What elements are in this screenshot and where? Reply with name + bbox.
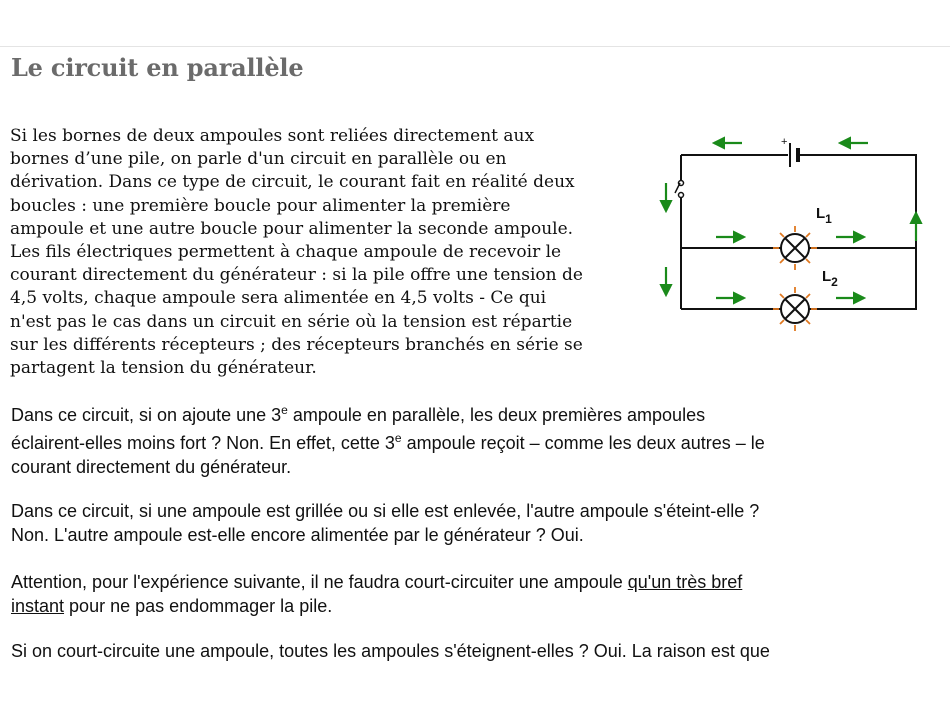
page-title: Le circuit en parallèle [11,53,304,82]
paragraph-line: Dans ce circuit, si on ajoute une 3e ampoule en parallèle, les deux premières ampoules [11,403,706,425]
paragraph-third-lamp [11,403,941,479]
intro-line: 4,5 volts, chaque ampoule sera alimentée en 4,5 volts - Ce qui [10,288,547,309]
document-page [0,46,950,667]
parallel-circuit-diagram [650,131,940,341]
paragraph-line: éclairent-elles moins fort ? Non. En effet, cette 3e ampoule reçoit – comme les deux autres – le [11,431,765,453]
intro-line: Si les bornes de deux ampoules sont reliées directement aux [10,126,535,146]
paragraph-line: Non. L'autre ampoule est-elle encore alimentée par le générateur ? Oui. [11,525,584,545]
intro-line: partagent la tension du générateur. [10,358,317,379]
lamp-1-label: $L_1$ [816,205,832,226]
intro-line: sur les différents récepteurs ; des récepteurs branchés en série se [10,334,583,355]
paragraph-line: courant directement du générateur. [11,457,292,477]
intro-line: bornes d’une pile, on parle d'un circuit en parallèle ou en [10,149,507,170]
paragraph-line: Dans ce circuit, si une ampoule est grillée ou si elle est enlevée, l'autre ampoule s'éteint-elle ? [11,501,760,521]
circuit-wires [681,155,916,309]
paragraph-warning [11,570,941,618]
battery-icon [781,136,798,167]
paragraph-short-circuit [11,639,941,663]
intro-line: n'est pas le cas dans un circuit en série où la tension est répartie [10,311,573,332]
intro-line: boucles : une première boucle pour alimenter la première [10,195,511,216]
lamp-2-label: $L_2$ [822,268,838,289]
intro-paragraph [10,125,660,380]
intro-line: Les fils électriques permettent à chaque ampoule de recevoir le [10,242,562,263]
paragraph-line: instant pour ne pas endommager la pile. [11,596,333,616]
intro-line: courant directement du générateur : si la pile offre une tension de [10,265,583,286]
paragraph-broken-lamp [11,499,941,547]
paragraph-line: Si on court-circuite une ampoule, toutes les ampoules s'éteignent-elles ? Oui. La raison est que [11,641,770,661]
battery-plus-label: + [781,136,788,148]
paragraph-line: Attention, pour l'expérience suivante, il ne faudra court-circuiter une ampoule qu'un très bref [11,572,743,592]
intro-line: ampoule et une autre boucle pour alimenter la seconde ampoule. [10,218,574,239]
intro-line: dérivation. Dans ce type de circuit, le courant fait en réalité deux [10,172,575,193]
switch-icon [675,181,684,198]
